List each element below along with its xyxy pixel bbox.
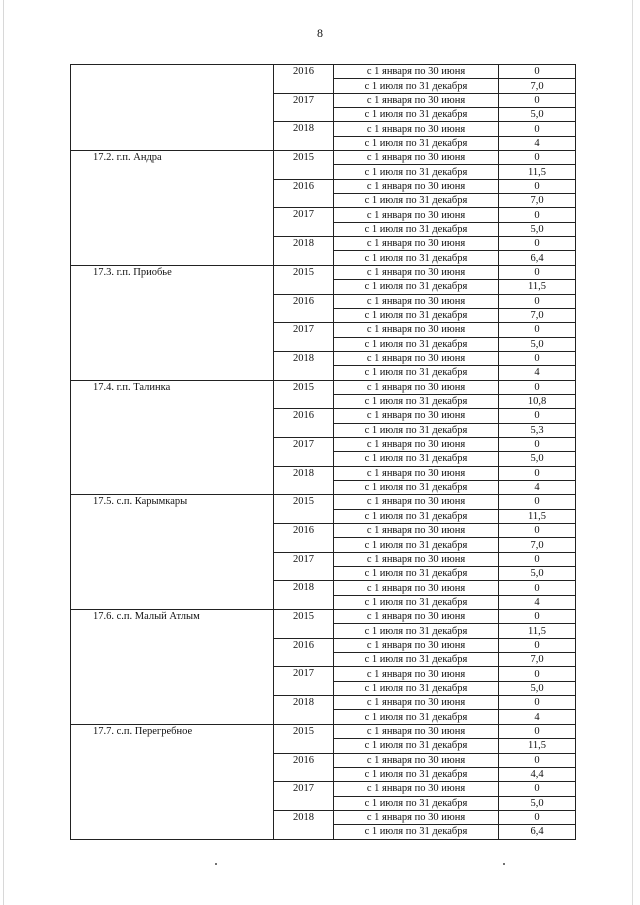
value-cell: 11,5: [499, 739, 576, 753]
year-cell: 2017: [274, 437, 334, 466]
page-number: 8: [317, 26, 323, 40]
value-cell: 7,0: [499, 538, 576, 552]
value-cell: 0: [499, 93, 576, 107]
value-cell: 5,0: [499, 337, 576, 351]
value-cell: 5,0: [499, 681, 576, 695]
value-cell: 6,4: [499, 251, 576, 265]
value-cell: 0: [499, 409, 576, 423]
year-cell: 2017: [274, 782, 334, 811]
period-cell: с 1 июля по 31 декабря: [334, 194, 499, 208]
year-cell: 2015: [274, 495, 334, 524]
value-cell: 5,0: [499, 567, 576, 581]
period-cell: с 1 июля по 31 декабря: [334, 394, 499, 408]
value-cell: 5,0: [499, 452, 576, 466]
year-cell: 2018: [274, 122, 334, 151]
value-cell: 0: [499, 237, 576, 251]
period-cell: с 1 июля по 31 декабря: [334, 480, 499, 494]
period-cell: с 1 января по 30 июня: [334, 810, 499, 824]
value-cell: 5,0: [499, 222, 576, 236]
value-cell: 0: [499, 495, 576, 509]
table-row: [71, 65, 576, 79]
period-cell: с 1 января по 30 июня: [334, 782, 499, 796]
value-cell: 0: [499, 122, 576, 136]
scan-edge-right: [632, 0, 633, 905]
period-cell: с 1 января по 30 июня: [334, 351, 499, 365]
value-cell: 0: [499, 437, 576, 451]
value-cell: 0: [499, 610, 576, 624]
year-cell: 2016: [274, 294, 334, 323]
settlement-name: 17.7. с.п. Перегребное: [71, 724, 274, 839]
value-cell: 0: [499, 638, 576, 652]
settlement-name: 17.4. г.п. Талинка: [71, 380, 274, 495]
period-cell: с 1 января по 30 июня: [334, 65, 499, 79]
tariff-table-body: [71, 65, 576, 840]
year-cell: 2017: [274, 208, 334, 237]
value-cell: 0: [499, 323, 576, 337]
value-cell: 6,4: [499, 825, 576, 839]
period-cell: с 1 июля по 31 декабря: [334, 251, 499, 265]
value-cell: 7,0: [499, 308, 576, 322]
period-cell: с 1 июля по 31 декабря: [334, 538, 499, 552]
period-cell: с 1 июля по 31 декабря: [334, 308, 499, 322]
period-cell: с 1 июля по 31 декабря: [334, 825, 499, 839]
value-cell: 0: [499, 265, 576, 279]
scan-edge-left: [3, 0, 4, 905]
period-cell: с 1 января по 30 июня: [334, 323, 499, 337]
period-cell: с 1 января по 30 июня: [334, 151, 499, 165]
value-cell: 0: [499, 581, 576, 595]
settlement-name: [71, 65, 274, 151]
scan-speck: [503, 863, 505, 865]
period-cell: с 1 июля по 31 декабря: [334, 767, 499, 781]
value-cell: 11,5: [499, 280, 576, 294]
value-cell: 5,0: [499, 796, 576, 810]
value-cell: 0: [499, 65, 576, 79]
period-cell: с 1 июля по 31 декабря: [334, 509, 499, 523]
scan-speck: [215, 863, 217, 865]
value-cell: 4: [499, 710, 576, 724]
value-cell: 0: [499, 380, 576, 394]
year-cell: 2018: [274, 696, 334, 725]
period-cell: с 1 июля по 31 декабря: [334, 136, 499, 150]
value-cell: 0: [499, 724, 576, 738]
period-cell: с 1 января по 30 июня: [334, 610, 499, 624]
year-cell: 2016: [274, 409, 334, 438]
period-cell: с 1 июля по 31 декабря: [334, 796, 499, 810]
period-cell: с 1 июля по 31 декабря: [334, 739, 499, 753]
value-cell: 7,0: [499, 79, 576, 93]
year-cell: 2017: [274, 323, 334, 352]
value-cell: 11,5: [499, 509, 576, 523]
value-cell: 0: [499, 552, 576, 566]
value-cell: 7,0: [499, 194, 576, 208]
year-cell: 2015: [274, 265, 334, 294]
settlement-name: 17.3. г.п. Приобье: [71, 265, 274, 380]
year-cell: 2016: [274, 179, 334, 208]
period-cell: с 1 июля по 31 декабря: [334, 567, 499, 581]
period-cell: с 1 июля по 31 декабря: [334, 710, 499, 724]
settlement-name: 17.2. г.п. Андра: [71, 151, 274, 266]
period-cell: с 1 января по 30 июня: [334, 552, 499, 566]
period-cell: с 1 января по 30 июня: [334, 753, 499, 767]
period-cell: с 1 января по 30 июня: [334, 208, 499, 222]
year-cell: 2016: [274, 524, 334, 553]
year-cell: 2015: [274, 610, 334, 639]
year-cell: 2015: [274, 724, 334, 753]
period-cell: с 1 января по 30 июня: [334, 294, 499, 308]
value-cell: 5,3: [499, 423, 576, 437]
value-cell: 0: [499, 179, 576, 193]
value-cell: 4: [499, 366, 576, 380]
period-cell: с 1 января по 30 июня: [334, 265, 499, 279]
period-cell: с 1 июля по 31 декабря: [334, 280, 499, 294]
year-cell: 2018: [274, 351, 334, 380]
period-cell: с 1 июля по 31 декабря: [334, 423, 499, 437]
table-row: [71, 380, 576, 394]
period-cell: с 1 января по 30 июня: [334, 437, 499, 451]
period-cell: с 1 июля по 31 декабря: [334, 337, 499, 351]
value-cell: 10,8: [499, 394, 576, 408]
year-cell: 2017: [274, 552, 334, 581]
year-cell: 2018: [274, 466, 334, 495]
value-cell: 0: [499, 667, 576, 681]
period-cell: с 1 января по 30 июня: [334, 466, 499, 480]
period-cell: с 1 января по 30 июня: [334, 696, 499, 710]
value-cell: 11,5: [499, 165, 576, 179]
year-cell: 2018: [274, 810, 334, 839]
year-cell: 2017: [274, 667, 334, 696]
period-cell: с 1 июля по 31 декабря: [334, 222, 499, 236]
settlement-name: 17.6. с.п. Малый Атлым: [71, 610, 274, 725]
tariff-table: [70, 64, 576, 840]
table-row: [71, 151, 576, 165]
value-cell: 0: [499, 753, 576, 767]
period-cell: с 1 июля по 31 декабря: [334, 165, 499, 179]
year-cell: 2016: [274, 638, 334, 667]
period-cell: с 1 июля по 31 декабря: [334, 624, 499, 638]
value-cell: 0: [499, 466, 576, 480]
year-cell: 2017: [274, 93, 334, 122]
table-row: [71, 724, 576, 738]
period-cell: с 1 июля по 31 декабря: [334, 681, 499, 695]
year-cell: 2016: [274, 753, 334, 782]
value-cell: 0: [499, 696, 576, 710]
year-cell: 2015: [274, 151, 334, 180]
value-cell: 0: [499, 208, 576, 222]
period-cell: с 1 июля по 31 декабря: [334, 452, 499, 466]
period-cell: с 1 июля по 31 декабря: [334, 366, 499, 380]
table-row: [71, 495, 576, 509]
value-cell: 0: [499, 782, 576, 796]
value-cell: 5,0: [499, 108, 576, 122]
value-cell: 4,4: [499, 767, 576, 781]
period-cell: с 1 июля по 31 декабря: [334, 653, 499, 667]
year-cell: 2016: [274, 65, 334, 94]
period-cell: с 1 июля по 31 декабря: [334, 79, 499, 93]
value-cell: 0: [499, 524, 576, 538]
value-cell: 4: [499, 136, 576, 150]
table-row: [71, 610, 576, 624]
period-cell: с 1 января по 30 июня: [334, 93, 499, 107]
period-cell: с 1 января по 30 июня: [334, 667, 499, 681]
year-cell: 2015: [274, 380, 334, 409]
year-cell: 2018: [274, 581, 334, 610]
period-cell: с 1 января по 30 июня: [334, 638, 499, 652]
settlement-name: 17.5. с.п. Карымкары: [71, 495, 274, 610]
period-cell: с 1 июля по 31 декабря: [334, 595, 499, 609]
value-cell: 0: [499, 151, 576, 165]
period-cell: с 1 января по 30 июня: [334, 179, 499, 193]
value-cell: 4: [499, 480, 576, 494]
value-cell: 4: [499, 595, 576, 609]
value-cell: 0: [499, 351, 576, 365]
period-cell: с 1 января по 30 июня: [334, 495, 499, 509]
period-cell: с 1 января по 30 июня: [334, 524, 499, 538]
period-cell: с 1 января по 30 июня: [334, 122, 499, 136]
year-cell: 2018: [274, 237, 334, 266]
period-cell: с 1 января по 30 июня: [334, 724, 499, 738]
period-cell: с 1 января по 30 июня: [334, 409, 499, 423]
value-cell: 0: [499, 810, 576, 824]
table-row: [71, 265, 576, 279]
value-cell: 11,5: [499, 624, 576, 638]
value-cell: 7,0: [499, 653, 576, 667]
period-cell: с 1 июля по 31 декабря: [334, 108, 499, 122]
period-cell: с 1 января по 30 июня: [334, 581, 499, 595]
period-cell: с 1 января по 30 июня: [334, 380, 499, 394]
period-cell: с 1 января по 30 июня: [334, 237, 499, 251]
value-cell: 0: [499, 294, 576, 308]
